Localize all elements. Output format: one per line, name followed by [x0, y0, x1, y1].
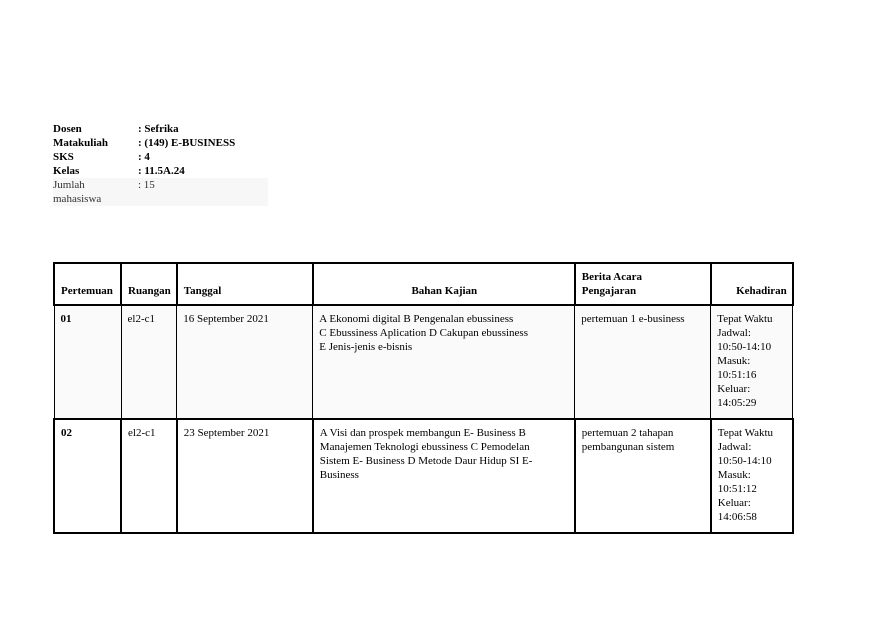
kelas-value: : 11.5A.24 — [138, 165, 185, 177]
header-ruangan: Ruangan — [121, 263, 177, 305]
info-row-jumlah — [53, 178, 268, 206]
jumlah-label-line1: Jumlah — [53, 179, 85, 191]
dosen-label: Dosen — [53, 123, 82, 135]
header-tanggal: Tanggal — [177, 263, 313, 305]
matakuliah-value: : (149) E-BUSINESS — [138, 137, 236, 149]
cell-bahan-kajian: A Ekonomi digital B Pengenalan ebussiness C Ebussiness Aplication D Cakupan ebussiness E Jenis-jenis e-bisnis — [313, 305, 575, 419]
table-row — [54, 305, 793, 419]
info-row-kelas — [53, 164, 268, 178]
cell-kehadiran: Tepat Waktu Jadwal: 10:50-14:10 Masuk: 10:51:12 Keluar: 14:06:58 — [711, 419, 793, 533]
cell-tanggal: 23 September 2021 — [177, 419, 313, 533]
info-row-dosen — [53, 122, 268, 136]
cell-pertemuan: 02 — [54, 419, 121, 533]
course-info — [53, 122, 268, 206]
cell-bahan-kajian: A Visi dan prospek membangun E- Business B Manajemen Teknologi ebussiness C Pemodelan Sistem E- Business D Metode Daur Hidup SI E- Business — [313, 419, 575, 533]
cell-ruangan: el2-c1 — [121, 419, 177, 533]
table-row — [54, 419, 793, 533]
cell-berita-acara: pertemuan 2 tahapan pembangunan sistem — [575, 419, 711, 533]
sks-label: SKS — [53, 151, 74, 163]
jumlah-value: : 15 — [138, 179, 155, 191]
sks-value: : 4 — [138, 151, 150, 163]
matakuliah-label: Matakuliah — [53, 137, 109, 149]
dosen-value: : Sefrika — [138, 123, 179, 135]
info-row-matakuliah — [53, 136, 268, 150]
kelas-label: Kelas — [53, 165, 80, 177]
attendance-table — [53, 262, 794, 534]
header-pertemuan: Pertemuan — [54, 263, 121, 305]
info-row-sks — [53, 150, 268, 164]
cell-pertemuan: 01 — [54, 305, 121, 419]
jumlah-label-line2: mahasiswa — [53, 193, 102, 205]
cell-berita-acara: pertemuan 1 e-business — [575, 305, 711, 419]
header-kehadiran: Kehadiran — [711, 263, 793, 305]
cell-ruangan: el2-c1 — [121, 305, 177, 419]
table-header-row — [54, 263, 793, 305]
cell-kehadiran: Tepat Waktu Jadwal: 10:50-14:10 Masuk: 10:51:16 Keluar: 14:05:29 — [711, 305, 793, 419]
cell-tanggal: 16 September 2021 — [177, 305, 313, 419]
header-bahan-kajian: Bahan Kajian — [313, 263, 575, 305]
header-berita-acara: Berita Acara Pengajaran — [575, 263, 711, 305]
